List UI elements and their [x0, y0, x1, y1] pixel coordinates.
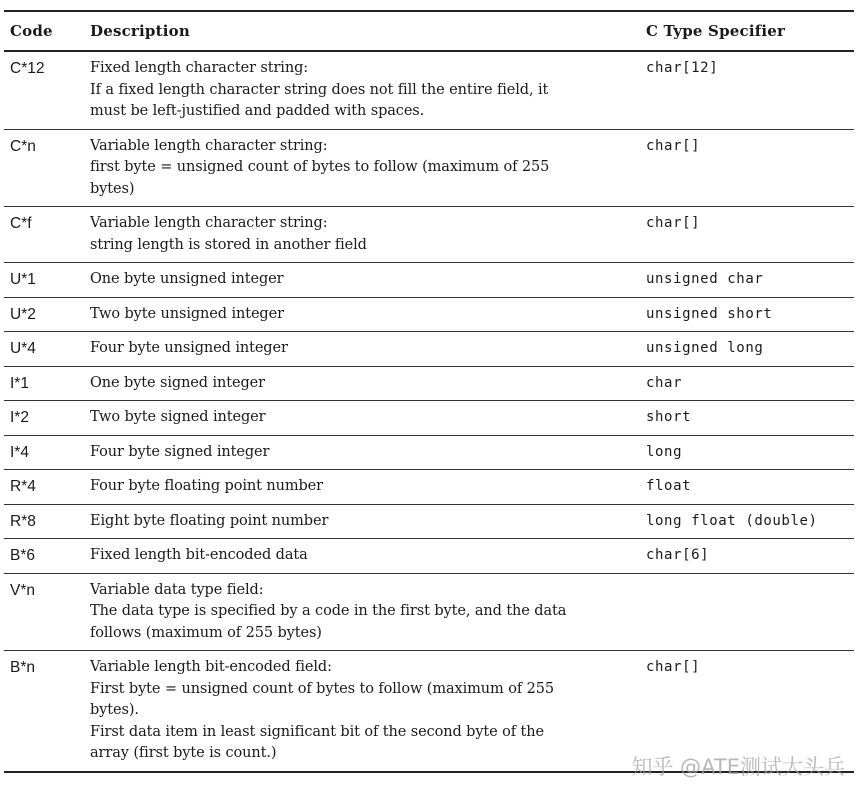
description-cell: One byte unsigned integer [90, 271, 284, 287]
c-type-cell: unsigned char [646, 271, 764, 287]
code-cell: B*6 [10, 547, 35, 564]
description-cell: Four byte floating point number [90, 478, 323, 494]
c-type-cell: char [646, 374, 683, 391]
c-type-cell: unsigned long [646, 340, 764, 356]
code-cell: R*8 [10, 512, 36, 530]
c-type-cell: char[12] [646, 60, 719, 76]
code-cell: U*4 [10, 340, 36, 357]
header-row [4, 11, 854, 51]
description-cell: Two byte signed integer [90, 409, 266, 425]
c-type-cell: char[] [646, 215, 701, 231]
c-type-cell: short [646, 409, 692, 425]
description-cell: Four byte signed integer [90, 443, 270, 460]
c-type-cell: char[6] [646, 547, 710, 563]
code-cell: I*2 [10, 409, 29, 426]
description-cell: Fixed length bit-encoded data [90, 547, 308, 563]
code-cell: I*4 [10, 443, 29, 461]
header-description: Description [90, 22, 190, 40]
code-cell: I*1 [10, 374, 29, 392]
c-type-cell: long float (double) [646, 512, 818, 529]
table-row [4, 129, 854, 207]
table-row [4, 366, 854, 401]
c-type-cell [640, 573, 854, 651]
c-type-cell: float [646, 478, 692, 494]
table-row [4, 651, 854, 772]
table-row [4, 539, 854, 574]
table-row [4, 51, 854, 129]
table-row [4, 573, 854, 651]
c-type-cell: unsigned short [646, 305, 773, 322]
description-cell: Two byte unsigned integer [90, 305, 284, 322]
table-row [4, 470, 854, 505]
c-type-cell: char[] [646, 137, 701, 154]
table-row [4, 401, 854, 436]
table-row [4, 263, 854, 298]
code-cell: V*n [10, 581, 35, 599]
code-cell: U*2 [10, 305, 36, 323]
code-cell: C*12 [10, 60, 45, 77]
table-row [4, 504, 854, 539]
c-type-cell: char[] [646, 659, 701, 675]
data-type-table [4, 10, 854, 773]
description-cell: One byte signed integer [90, 374, 265, 391]
code-cell: B*n [10, 659, 35, 676]
code-cell: U*1 [10, 271, 36, 288]
code-cell: R*4 [10, 478, 36, 495]
description-cell: Eight byte floating point number [90, 512, 329, 529]
code-cell: C*f [10, 215, 32, 232]
table-row [4, 332, 854, 367]
description-cell: Variable length character string: first byte = unsigned count of bytes to follow (maximum of 255 bytes) [90, 137, 550, 197]
table-header [4, 11, 854, 51]
table-body [4, 51, 854, 772]
watermark: 知乎 @ATE测试大头兵 [631, 755, 845, 779]
description-cell: Fixed length character string: If a fixed length character string does not fill the entire field, it must be left-justified and padded with spaces. [90, 60, 549, 119]
description-cell: Variable length bit-encoded field: First byte = unsigned count of bytes to follow (maximum of 255 bytes). First data item in least significant bit of the second byte of the array (first byte is count.) [90, 659, 554, 761]
description-cell: Variable data type field: The data type is specified by a code in the first byte, and the data follows (maximum of 255 bytes) [90, 581, 567, 641]
description-cell: Variable length character string: string length is stored in another field [90, 215, 367, 253]
c-type-cell: long [646, 443, 683, 460]
header-code: Code [10, 22, 53, 40]
description-cell: Four byte unsigned integer [90, 340, 288, 356]
table-row [4, 207, 854, 263]
table-row [4, 297, 854, 332]
code-cell: C*n [10, 137, 36, 155]
table-row [4, 435, 854, 470]
header-c-type: C Type Specifier [646, 22, 786, 40]
